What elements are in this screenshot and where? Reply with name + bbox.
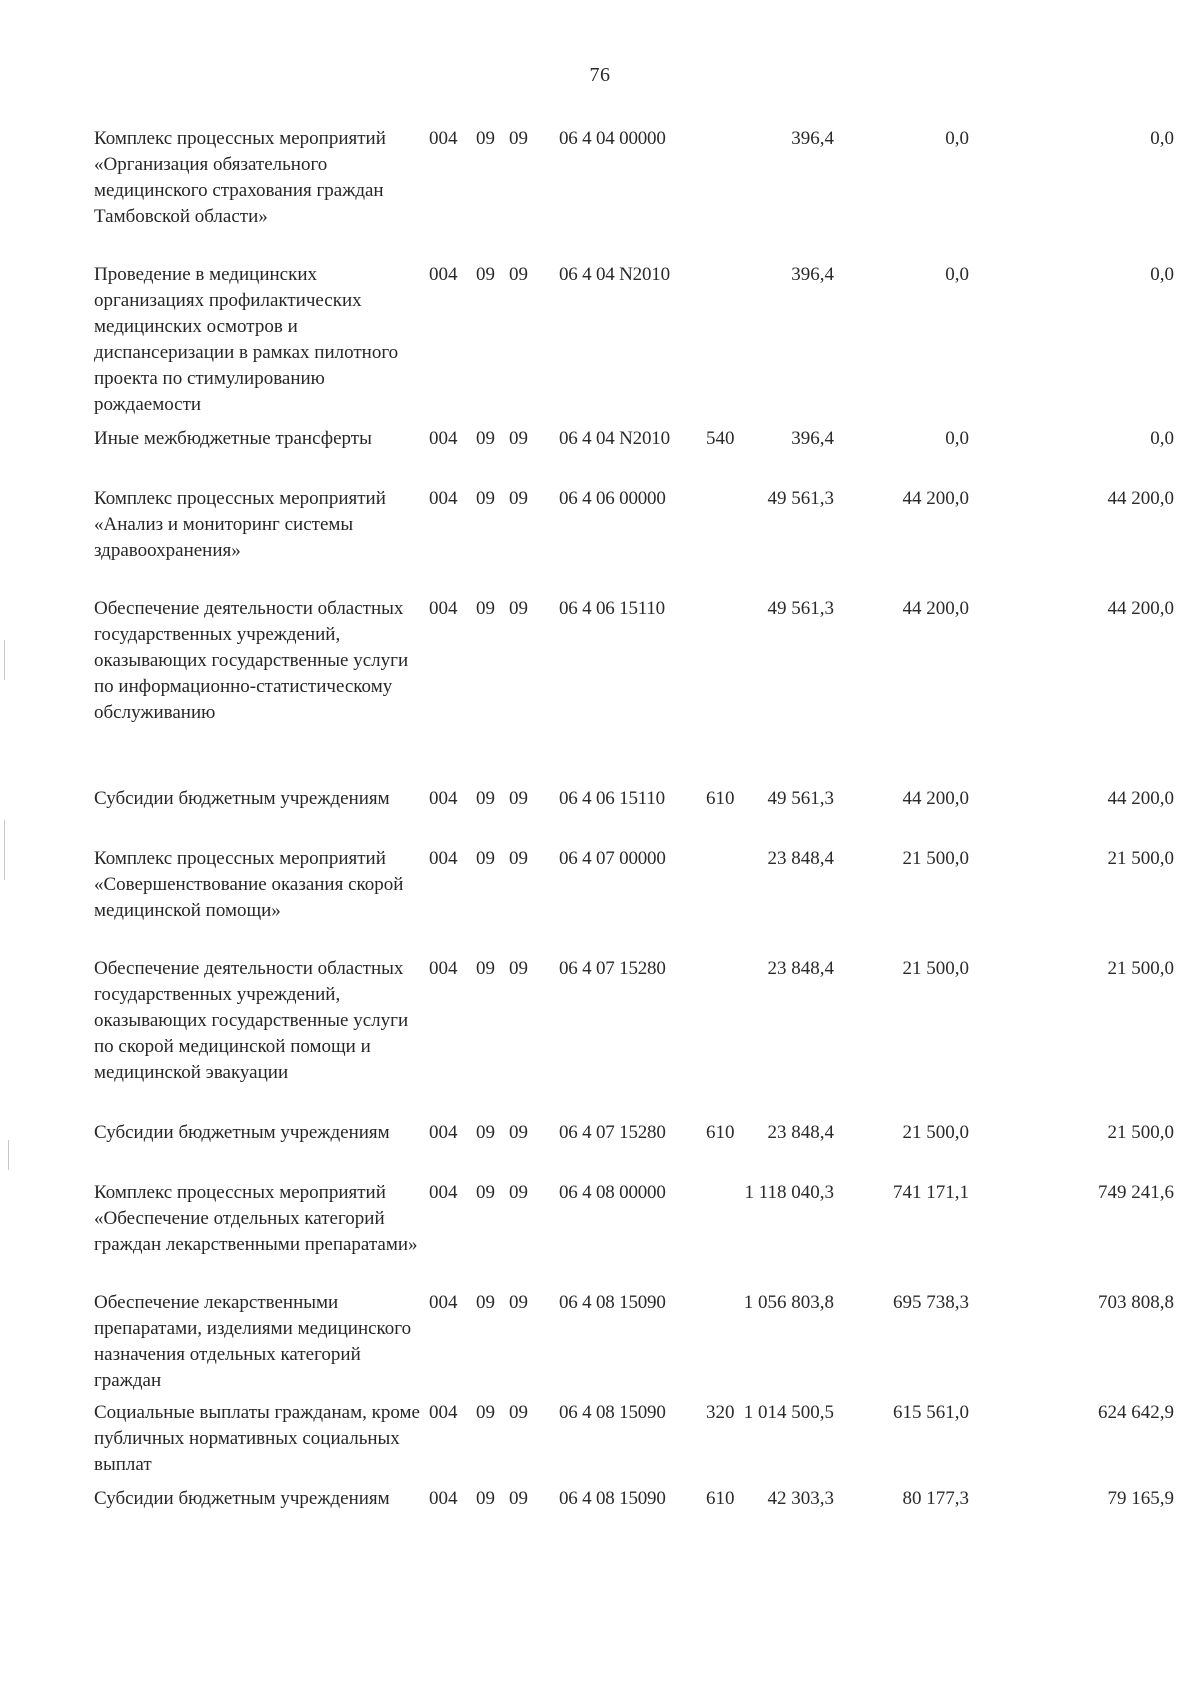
target-article-code: 06 4 06 00000 [559,488,666,509]
ministry-code: 004 [429,128,458,149]
amount-year-2: 0,0 [945,428,969,449]
amount-year-3: 21 500,0 [1107,958,1174,979]
amount-year-2: 615 561,0 [893,1402,969,1423]
subsection-code: 09 [509,788,528,809]
amount-year-2: 0,0 [945,128,969,149]
amount-year-3: 0,0 [1150,128,1174,149]
table-row [94,1400,1174,1486]
row-name: Обеспечение деятельности областных государственных учреждений, оказывающих государственные услуги по информационно-статистическому обслуживанию [94,598,409,723]
target-article-code: 06 4 06 15110 [559,598,665,619]
table-row [94,262,1174,426]
section-code: 09 [476,1182,495,1203]
row-name: Комплекс процессных мероприятий «Совершенствование оказания скорой медицинской помощи» [94,848,404,921]
scan-artifact [4,640,5,680]
section-code: 09 [476,1402,495,1423]
target-article-code: 06 4 07 15280 [559,958,666,979]
ministry-code: 004 [429,958,458,979]
ministry-code: 004 [429,1182,458,1203]
subsection-code: 09 [509,958,528,979]
amount-year-1: 49 561,3 [767,788,834,809]
amount-year-1: 396,4 [791,264,834,285]
section-code: 09 [476,1292,495,1313]
section-code: 09 [476,848,495,869]
amount-year-3: 21 500,0 [1107,1122,1174,1143]
section-code: 09 [476,128,495,149]
budget-table [94,126,1174,1546]
section-code: 09 [476,428,495,449]
target-article-code: 06 4 04 00000 [559,128,666,149]
ministry-code: 004 [429,848,458,869]
row-name: Иные межбюджетные трансферты [94,428,372,449]
expense-type-code: 540 [706,428,735,449]
ministry-code: 004 [429,1488,458,1509]
subsection-code: 09 [509,1488,528,1509]
ministry-code: 004 [429,598,458,619]
amount-year-2: 21 500,0 [902,958,969,979]
target-article-code: 06 4 08 15090 [559,1292,666,1313]
subsection-code: 09 [509,1122,528,1143]
amount-year-1: 42 303,3 [767,1488,834,1509]
amount-year-1: 23 848,4 [767,1122,834,1143]
amount-year-2: 80 177,3 [902,1488,969,1509]
section-code: 09 [476,1488,495,1509]
amount-year-2: 21 500,0 [902,1122,969,1143]
table-row [94,596,1174,786]
ministry-code: 004 [429,1292,458,1313]
row-name: Комплекс процессных мероприятий «Анализ и мониторинг системы здравоохранения» [94,488,386,561]
amount-year-3: 0,0 [1150,428,1174,449]
section-code: 09 [476,488,495,509]
table-row [94,486,1174,596]
amount-year-3: 21 500,0 [1107,848,1174,869]
amount-year-2: 44 200,0 [902,598,969,619]
table-row [94,956,1174,1120]
expense-type-code: 610 [706,788,735,809]
amount-year-3: 749 241,6 [1098,1182,1174,1203]
target-article-code: 06 4 07 15280 [559,1122,666,1143]
scan-artifact [8,1140,9,1170]
amount-year-2: 44 200,0 [902,788,969,809]
ministry-code: 004 [429,428,458,449]
row-name: Обеспечение лекарственными препаратами, изделиями медицинского назначения отдельных категорий граждан [94,1292,412,1391]
row-name: Социальные выплаты гражданам, кроме публичных нормативных социальных выплат [94,1402,420,1475]
amount-year-2: 44 200,0 [902,488,969,509]
table-row [94,426,1174,486]
expense-type-code: 320 [706,1402,735,1423]
section-code: 09 [476,958,495,979]
amount-year-3: 624 642,9 [1098,1402,1174,1423]
subsection-code: 09 [509,848,528,869]
page-number: 76 [589,64,611,86]
target-article-code: 06 4 08 15090 [559,1402,666,1423]
ministry-code: 004 [429,1402,458,1423]
expense-type-code: 610 [706,1488,735,1509]
subsection-code: 09 [509,264,528,285]
amount-year-1: 1 118 040,3 [744,1182,834,1203]
amount-year-1: 49 561,3 [767,598,834,619]
subsection-code: 09 [509,1292,528,1313]
target-article-code: 06 4 08 00000 [559,1182,666,1203]
amount-year-3: 44 200,0 [1107,598,1174,619]
target-article-code: 06 4 08 15090 [559,1488,666,1509]
amount-year-3: 0,0 [1150,264,1174,285]
table-row [94,846,1174,956]
section-code: 09 [476,788,495,809]
amount-year-1: 396,4 [791,128,834,149]
amount-year-3: 703 808,8 [1098,1292,1174,1313]
subsection-code: 09 [509,128,528,149]
amount-year-2: 21 500,0 [902,848,969,869]
subsection-code: 09 [509,428,528,449]
subsection-code: 09 [509,598,528,619]
table-row [94,786,1174,846]
row-name: Проведение в медицинских организациях профилактических медицинских осмотров и диспансеризации в рамках пилотного проекта по стимулированию рождаемости [94,264,399,415]
amount-year-1: 49 561,3 [767,488,834,509]
section-code: 09 [476,598,495,619]
row-name: Обеспечение деятельности областных государственных учреждений, оказывающих государственные услуги по скорой медицинской помощи и медицинской эвакуации [94,958,409,1083]
table-row [94,1180,1174,1290]
target-article-code: 06 4 06 15110 [559,788,665,809]
amount-year-3: 44 200,0 [1107,488,1174,509]
target-article-code: 06 4 04 N2010 [559,264,670,285]
row-name: Комплекс процессных мероприятий «Обеспечение отдельных категорий граждан лекарственными препаратами» [94,1182,418,1255]
amount-year-1: 1 014 500,5 [743,1402,834,1423]
row-name: Субсидии бюджетным учреждениям [94,1488,390,1509]
amount-year-2: 695 738,3 [893,1292,969,1313]
amount-year-1: 1 056 803,8 [743,1292,834,1313]
section-code: 09 [476,1122,495,1143]
ministry-code: 004 [429,1122,458,1143]
amount-year-1: 396,4 [791,428,834,449]
row-name: Субсидии бюджетным учреждениям [94,788,390,809]
expense-type-code: 610 [706,1122,735,1143]
row-name: Комплекс процессных мероприятий «Организация обязательного медицинского страхования граждан Тамбовской области» [94,128,386,227]
ministry-code: 004 [429,488,458,509]
section-code: 09 [476,264,495,285]
table-row [94,126,1174,262]
amount-year-1: 23 848,4 [767,848,834,869]
row-name: Субсидии бюджетным учреждениям [94,1122,390,1143]
target-article-code: 06 4 04 N2010 [559,428,670,449]
table-row [94,1120,1174,1180]
ministry-code: 004 [429,264,458,285]
ministry-code: 004 [429,788,458,809]
amount-year-1: 23 848,4 [767,958,834,979]
amount-year-2: 0,0 [945,264,969,285]
table-row [94,1290,1174,1400]
amount-year-2: 741 171,1 [893,1182,969,1203]
amount-year-3: 44 200,0 [1107,788,1174,809]
amount-year-3: 79 165,9 [1107,1488,1174,1509]
subsection-code: 09 [509,1402,528,1423]
table-row [94,1486,1174,1546]
scan-artifact [4,820,5,880]
subsection-code: 09 [509,1182,528,1203]
subsection-code: 09 [509,488,528,509]
target-article-code: 06 4 07 00000 [559,848,666,869]
